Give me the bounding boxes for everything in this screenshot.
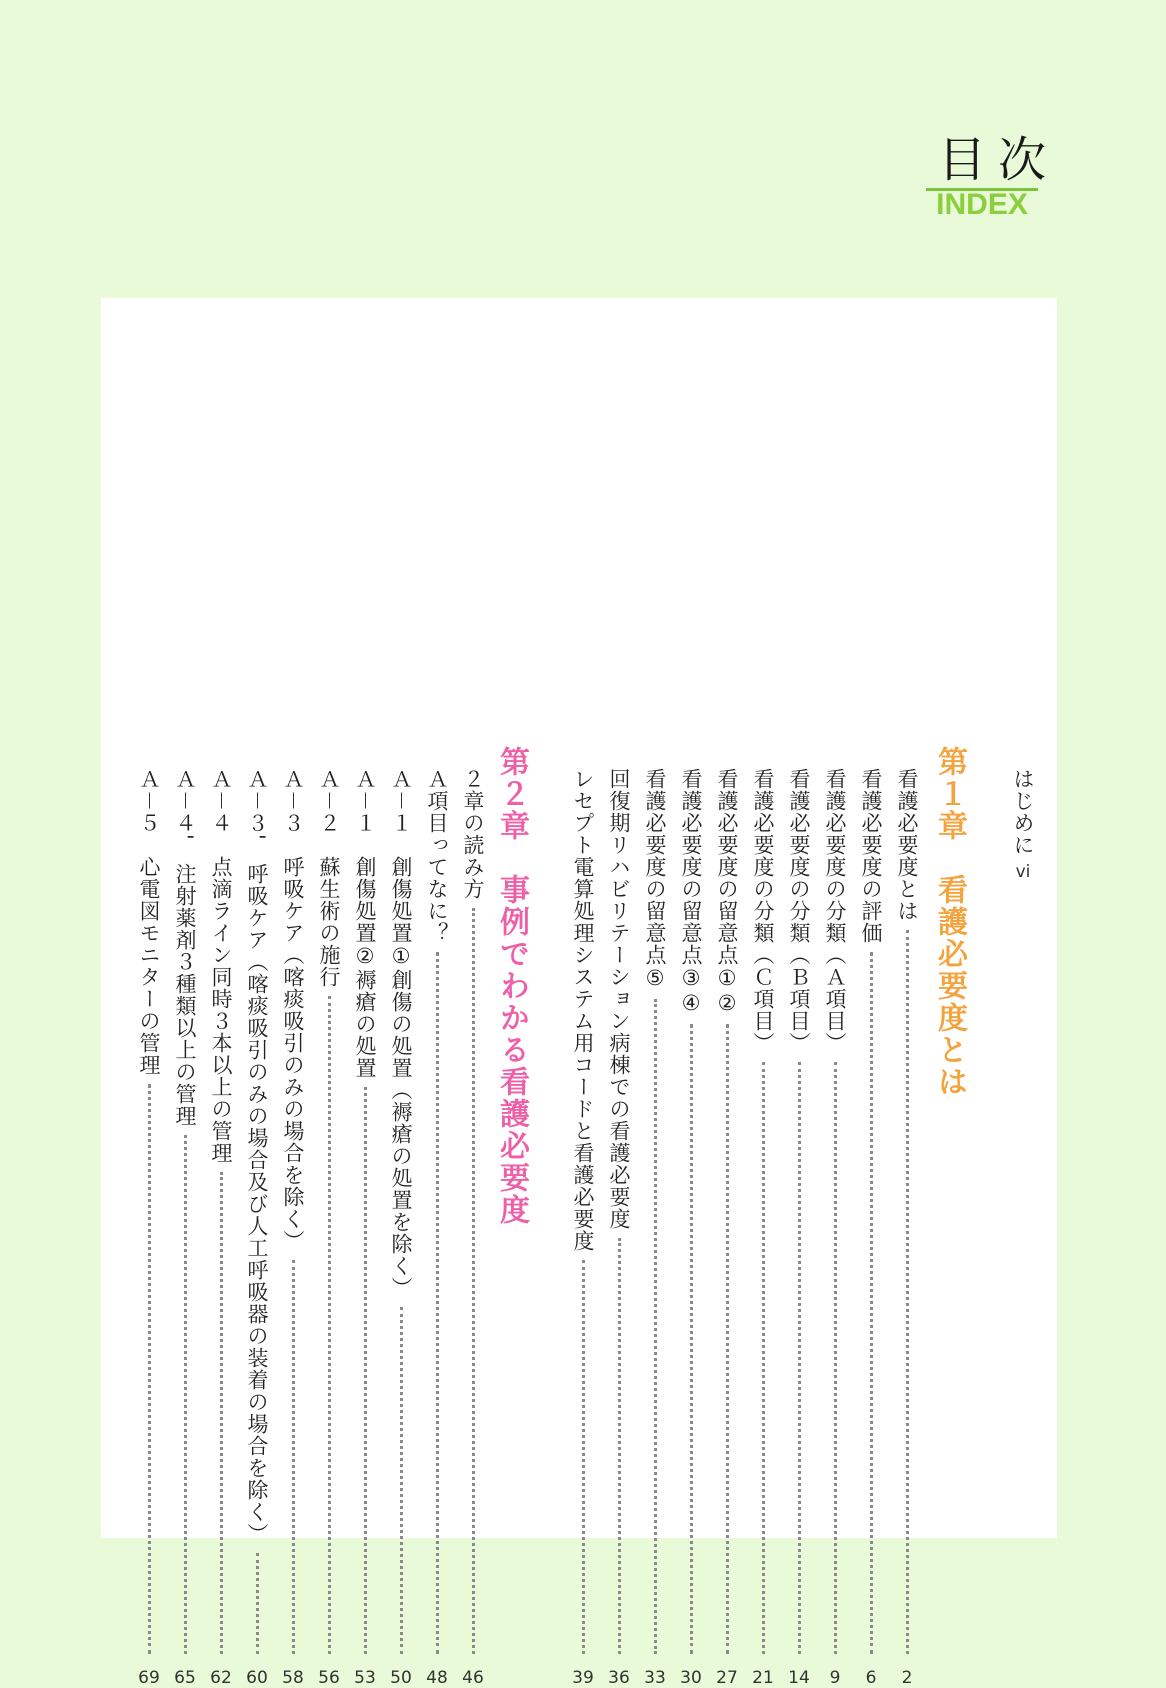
toc-entry[interactable] [239, 768, 275, 1688]
entry-title: Ａ－４' 注射薬剤３種類以上の管理 [173, 768, 197, 1127]
entry-page: 27 [716, 1668, 738, 1688]
entry-title: Ａ－５ 心電図モニターの管理 [137, 768, 161, 1076]
chapter-1-heading: 第１章 看護必要度とは [932, 746, 967, 1098]
toc-title: 目次 [938, 132, 1059, 188]
entry-title: 看護必要度の留意点⑤ [643, 768, 667, 991]
leader-dots [256, 1553, 259, 1654]
leader-dots [328, 996, 331, 1654]
leader-dots [618, 1238, 621, 1654]
entry-page: 48 [426, 1668, 448, 1688]
toc-entry[interactable] [565, 768, 601, 1688]
entry-page: 50 [390, 1668, 412, 1688]
entry-page: vi [1015, 862, 1031, 882]
chapter-2-heading: 第２章 事例でわかる看護必要度 [494, 746, 529, 1226]
toc-entry[interactable] [889, 768, 925, 1688]
entry-page: 6 [865, 1668, 877, 1688]
toc-subtitle: INDEX [936, 188, 1028, 221]
toc-entry-intro[interactable] [1005, 768, 1041, 1688]
toc-header [926, 132, 1059, 221]
leader-dots [148, 1084, 151, 1654]
leader-dots [400, 1307, 403, 1654]
leader-dots [364, 1087, 367, 1654]
entry-title: Ａ－４ 点滴ライン同時３本以上の管理 [209, 768, 233, 1164]
leader-dots [654, 999, 657, 1654]
entry-page: 9 [829, 1668, 841, 1688]
entry-title: 看護必要度とは [895, 768, 919, 922]
toc-entry[interactable] [781, 768, 817, 1688]
entry-title: Ａ－１ 創傷処置①創傷の処置（褥瘡の処置を除く） [389, 768, 413, 1299]
toc-entry[interactable] [853, 768, 889, 1688]
entry-title: Ａ－１ 創傷処置②褥瘡の処置 [353, 768, 377, 1079]
leader-dots [582, 1260, 585, 1654]
entry-title: レセプト電算処理システム用コードと看護必要度 [571, 768, 595, 1252]
entry-page: 56 [318, 1668, 340, 1688]
entry-page: 62 [210, 1668, 232, 1688]
entry-page: 21 [752, 1668, 774, 1688]
entry-page: 46 [462, 1668, 484, 1688]
entry-page: 53 [354, 1668, 376, 1688]
entry-page: 30 [680, 1668, 702, 1688]
entry-title: 看護必要度の留意点①② [715, 768, 739, 1016]
leader-dots [184, 1135, 187, 1654]
entry-title: 看護必要度の分類（Ｂ項目） [787, 768, 811, 1054]
toc-entry[interactable] [673, 768, 709, 1688]
toc-entry[interactable] [817, 768, 853, 1688]
toc-entry[interactable] [601, 768, 637, 1688]
entry-title: Ａ－３ 呼吸ケア（喀痰吸引のみの場合を除く） [281, 768, 305, 1252]
toc-entry[interactable] [709, 768, 745, 1688]
entry-title: 看護必要度の分類（Ａ項目） [823, 768, 847, 1054]
toc-entry[interactable] [131, 768, 167, 1688]
toc-panel [101, 298, 1057, 1688]
toc-entry[interactable] [167, 768, 203, 1688]
entry-page: 14 [788, 1668, 810, 1688]
toc-entry[interactable] [347, 768, 383, 1688]
toc-entry[interactable] [455, 768, 491, 1688]
entry-title: Ａ－２ 蘇生術の施行 [317, 768, 341, 988]
entry-page: 2 [901, 1668, 913, 1688]
toc-entry[interactable] [275, 768, 311, 1688]
entry-title: 看護必要度の留意点③④ [679, 768, 703, 1016]
leader-dots [870, 952, 873, 1654]
entry-title: はじめに [1011, 768, 1035, 856]
leader-dots [690, 1024, 693, 1654]
entry-page: 69 [138, 1668, 160, 1688]
entry-page: 36 [608, 1668, 630, 1688]
entry-title: 回復期リハビリテーション病棟での看護必要度 [607, 768, 631, 1230]
entry-title: 看護必要度の評価 [859, 768, 883, 944]
toc-entry[interactable] [637, 768, 673, 1688]
leader-dots [906, 930, 909, 1654]
entry-page: 33 [644, 1668, 666, 1688]
leader-dots [220, 1172, 223, 1654]
entry-page: 58 [282, 1668, 304, 1688]
leader-dots [834, 1062, 837, 1654]
entry-page: 39 [572, 1668, 594, 1688]
leader-dots [436, 952, 439, 1654]
leader-dots [762, 1062, 765, 1654]
entry-page: 65 [174, 1668, 196, 1688]
entry-title: ２章の読み方 [461, 768, 485, 900]
entry-page: 60 [246, 1668, 268, 1688]
toc-entry[interactable] [311, 768, 347, 1688]
leader-dots [798, 1062, 801, 1654]
leader-dots [472, 908, 475, 1654]
entry-title: 看護必要度の分類（Ｃ項目） [751, 768, 775, 1054]
leader-dots [726, 1024, 729, 1654]
toc-entry[interactable] [383, 768, 419, 1688]
leader-dots [292, 1260, 295, 1654]
toc-entry[interactable] [203, 768, 239, 1688]
toc-entry[interactable] [745, 768, 781, 1688]
toc-entry[interactable] [419, 768, 455, 1688]
entry-title: Ａ項目ってなに？ [425, 768, 449, 944]
entry-title: Ａ－３' 呼吸ケア（喀痰吸引のみの場合及び人工呼吸器の装着の場合を除く） [245, 768, 269, 1545]
